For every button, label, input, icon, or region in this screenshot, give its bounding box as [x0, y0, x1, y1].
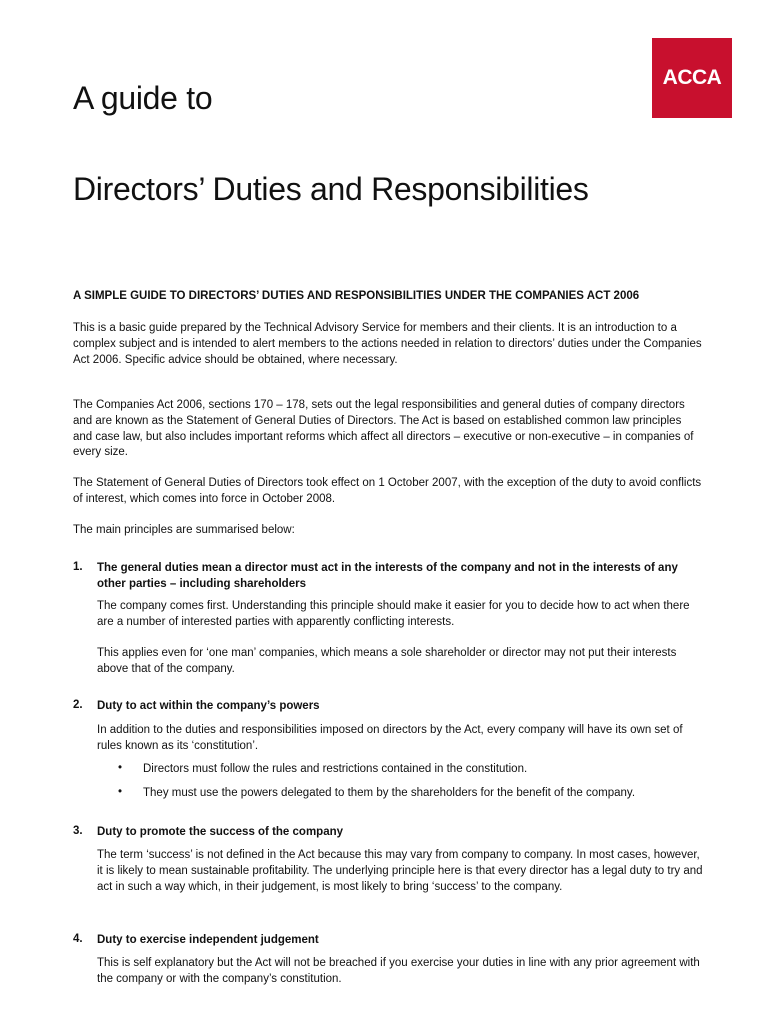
bullet-item: Directors must follow the rules and restrictions contained in the constitution.: [143, 763, 528, 775]
principle-paragraph: In addition to the duties and responsibilities imposed on directors by the Act, every company will have its own set of rules known as its ‘constitution’.: [97, 724, 683, 752]
bullet-item: They must use the powers delegated to them by the shareholders for the benefit of the company.: [143, 787, 636, 799]
principle-number: 1.: [73, 561, 83, 573]
title-line-2: Directors’ Duties and Responsibilities: [73, 171, 589, 207]
title-line-1: A guide to: [73, 80, 213, 116]
principle-heading: Duty to promote the success of the company: [97, 826, 344, 838]
principle-paragraph: This is self explanatory but the Act will not be breached if you exercise your duties in line with any prior agreement with the company or with the company’s constitution.: [97, 957, 700, 985]
principle-number: 2.: [73, 699, 83, 711]
principle-number: 4.: [73, 933, 83, 945]
principle-paragraph: The term ‘success’ is not defined in the Act because this may vary from company to company. In most cases, however, it is likely to mean sustainable profitability. The underlying principle here is that every director has a legal duty to try and act in such a way which, in their judgement, is most likely to bring ‘success’ to the company.: [97, 849, 703, 893]
bullet-symbol: •: [118, 786, 123, 798]
principle-heading: The general duties mean a director must act in the interests of the company and not in the interests of any other parties – including shareholders: [97, 562, 678, 590]
intro-paragraph: The main principles are summarised below:: [73, 524, 295, 536]
acca-logo-text: ACCA: [662, 66, 722, 89]
acca-logo: [652, 38, 732, 118]
principle-heading: Duty to exercise independent judgement: [97, 934, 319, 946]
subheading: A SIMPLE GUIDE TO DIRECTORS’ DUTIES AND RESPONSIBILITIES UNDER THE COMPANIES ACT 2006: [73, 290, 640, 302]
intro-paragraph: The Statement of General Duties of Directors took effect on 1 October 2007, with the exception of the duty to avoid conflicts of interest, which comes into force in October 2008.: [73, 477, 702, 505]
principle-paragraph: The company comes first. Understanding this principle should make it easier for you to decide how to act when there are a number of interested parties with apparently conflicting interests.: [97, 600, 690, 628]
intro-paragraph: This is a basic guide prepared by the Technical Advisory Service for members and their clients. It is an introduction to a complex subject and is intended to alert members to the actions needed in relation to directors’ duties under the Companies Act 2006. Specific advice should be obtained, where necessary.: [73, 322, 702, 366]
intro-paragraph: The Companies Act 2006, sections 170 – 178, sets out the legal responsibilities and general duties of company directors and are known as the Statement of General Duties of Directors. The Act is based on established common law principles and case law, but also includes important reforms which affect all directors – executive or non-executive – in companies of every size.: [73, 399, 694, 459]
principle-paragraph: This applies even for ‘one man’ companies, which means a sole shareholder or director may not put their interests above that of the company.: [97, 647, 677, 675]
bullet-symbol: •: [118, 762, 123, 774]
principle-heading: Duty to act within the company’s powers: [97, 700, 320, 712]
principle-number: 3.: [73, 825, 83, 837]
